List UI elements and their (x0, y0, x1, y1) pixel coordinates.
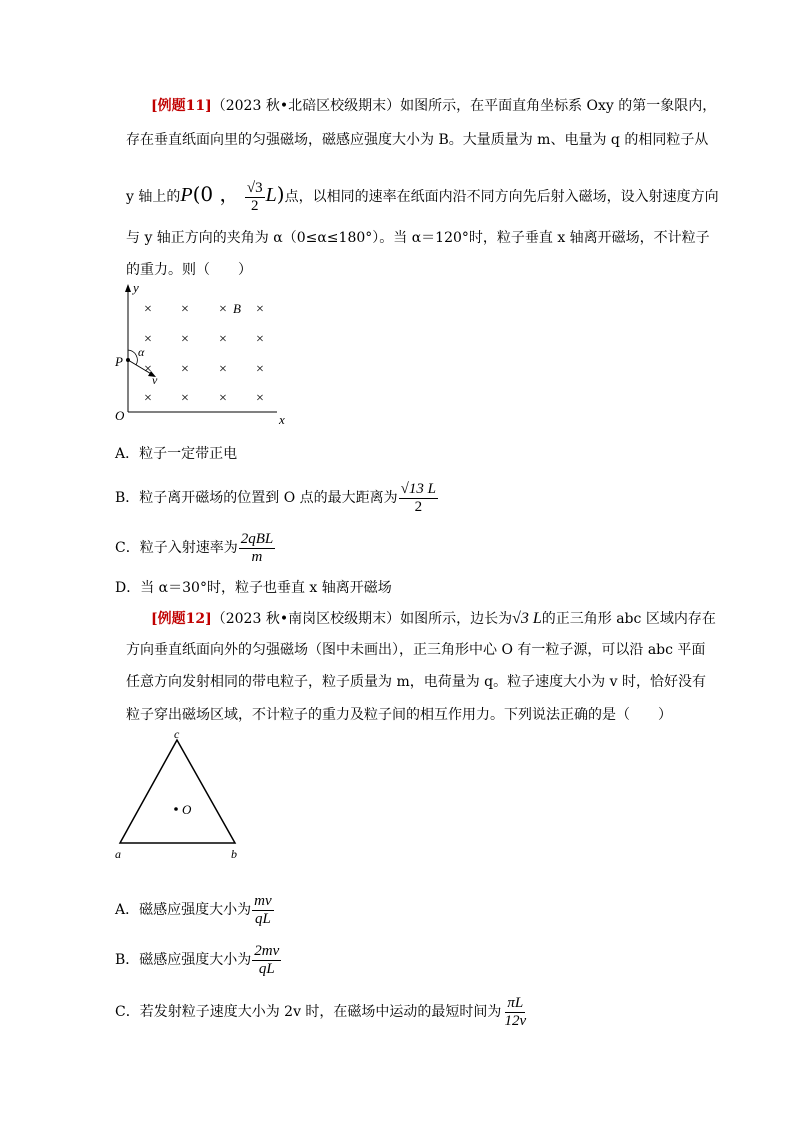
vertex-c-label: c (174, 727, 180, 741)
svg-text:×: × (256, 332, 264, 347)
svg-text:×: × (219, 362, 227, 377)
q12-tag: [例题12] (151, 611, 212, 627)
svg-text:×: × (144, 302, 152, 317)
q12-line2: 方向垂直纸面向外的匀强磁场（图中未画出），正三角形中心 O 有一粒子源，可以沿 abc 平面 (126, 642, 706, 658)
vertex-a-label: a (115, 847, 121, 861)
q11-option-c: C．粒子入射速率为 $\frac{\text{2qBL}}{m}$ (115, 530, 274, 565)
q11-line2: 存在垂直纸面向里的匀强磁场，磁感应强度大小为 B。大量质量为 m、电量为 q 的相同粒子从 (126, 132, 709, 148)
q11-line4: 与 y 轴正方向的夹角为 α（0≤α≤180°）。当 α＝120°时，粒子垂直 x 轴离开磁场，不计粒子 (126, 230, 710, 246)
svg-text:×: × (219, 332, 227, 347)
y-axis-arrow (125, 284, 131, 292)
magnetic-field-crosses (144, 302, 264, 406)
svg-text:×: × (219, 302, 227, 317)
svg-text:×: × (181, 391, 189, 406)
svg-text:×: × (256, 391, 264, 406)
q12-option-c: C．若发射粒子速度大小为 2v 时，在磁场中运动的最短时间为 $\frac{\pi L}{12v}$ (115, 994, 527, 1029)
q11-option-b: B．粒子离开磁场的位置到 O 点的最大距离为 $\frac{√13 L}{2}$ (115, 480, 436, 515)
q11-point-fraction: $\frac{√3}{2}$ (246, 179, 263, 214)
svg-text:×: × (144, 391, 152, 406)
q11-tag: [例题11] (151, 98, 212, 114)
q11-line1: [例题11]（2023 秋•北碚区校级期末）如图所示，在平面直角坐标系 Oxy 的第一象限内， (151, 98, 717, 114)
vertex-b-label: b (231, 847, 237, 861)
svg-text:×: × (181, 362, 189, 377)
q12-line4: 粒子穿出磁场区域，不计粒子的重力及粒子间的相互作用力。下列说法正确的是（ ） (126, 707, 672, 723)
q12-option-b: B．磁感应强度大小为 $\frac{2mv}{qL}$ (115, 942, 280, 977)
q11-option-d: D．当 α＝30°时，粒子也垂直 x 轴离开磁场 (115, 580, 392, 596)
q12-line1: [例题12]（2023 秋•南岗区校级期末）如图所示，边长为√3 L的正三角形 abc 区域内存在 (151, 610, 716, 627)
svg-text:×: × (144, 332, 152, 347)
svg-text:×: × (256, 362, 264, 377)
q12-option-a: A．磁感应强度大小为 $\frac{mv}{qL}$ (115, 892, 272, 927)
point-p-label: P (115, 354, 123, 369)
center-o-point (174, 807, 178, 811)
q11-option-a: A．粒子一定带正电 (115, 446, 238, 462)
q11-line5: 的重力。则（ ） (126, 262, 252, 278)
field-b-label: B (233, 301, 241, 316)
center-o-label: O (182, 802, 192, 817)
alpha-label: α (138, 345, 145, 359)
svg-text:×: × (219, 391, 227, 406)
x-axis-label: x (279, 412, 285, 427)
q11-line3: y 轴上的P(0 ， $\frac{√3}{2}$ L)点，以相同的速率在纸面内沿不同方向先后射入磁场，设入射速度方向 (126, 179, 719, 214)
triangle-abc (120, 740, 235, 843)
q12-figure (105, 726, 255, 866)
svg-text:×: × (181, 332, 189, 347)
svg-text:×: × (256, 302, 264, 317)
q12-line3: 任意方向发射相同的带电粒子，粒子质量为 m，电荷量为 q。粒子速度大小为 v 时，恰好没有 (126, 674, 706, 690)
origin-label: O (115, 408, 125, 423)
svg-text:×: × (144, 362, 152, 377)
velocity-label: v (152, 373, 158, 387)
q11-figure (105, 280, 295, 430)
svg-text:×: × (181, 302, 189, 317)
y-axis-label: y (133, 280, 139, 295)
